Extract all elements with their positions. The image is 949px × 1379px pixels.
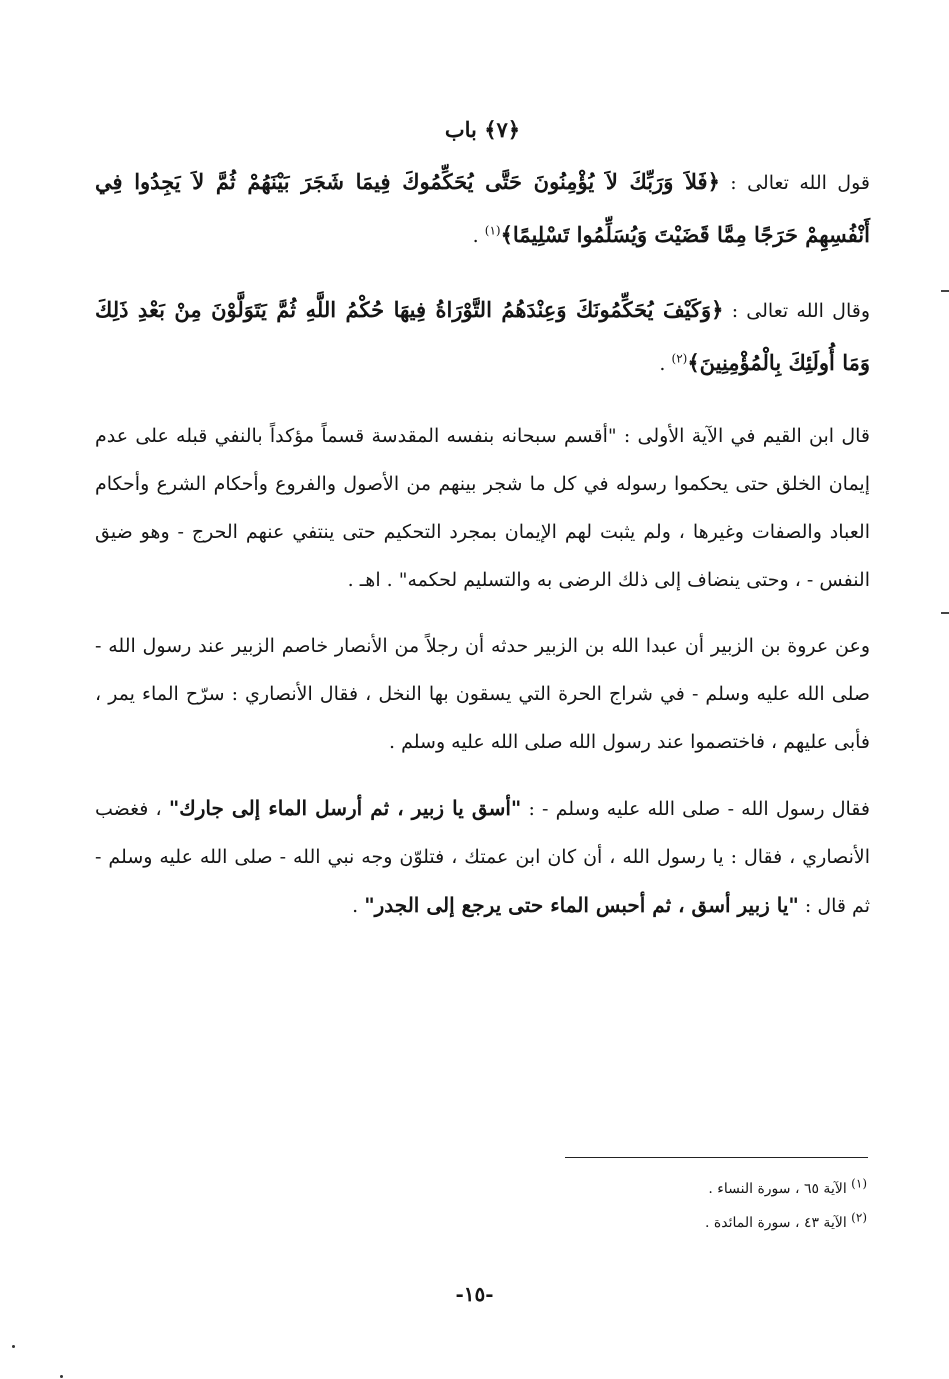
verse-intro: قول الله تعالى : [719,172,870,194]
scan-speck [60,1375,63,1378]
verse-paragraph-2 [95,284,870,390]
footnotes [267,1172,867,1240]
verse-paragraph-1 [95,156,870,262]
ibn-qayyim-paragraph: قال ابن القيم في الآية الأولى : "أقسم سبحانه بنفسه المقدسة قسماً مؤكداً بالنفي قبله على عدم إيمان الخلق حتى يحكموا رسوله في كل ما شجر بينهم من الأصول والفروع وأحكام الشرع وأحكام العباد والصفات وغيرها ، ولم يثبت لهم الإيمان بمجرد التحكيم حتى ينتفي عنهم الحرج - وهو ضيق النفس - ، وحتى ينضاف إلى ذلك الرضى به والتسليم لحكمه" . اهـ . [95,425,870,591]
quran-verse: ﴿وَكَيْفَ يُحَكِّمُونَكَ وَعِنْدَهُمُ التَّوْرَاةُ فِيهَا حُكْمُ اللَّهِ ثُمَّ يَتَوَلَّوْنَ مِنْ بَعْدِ ذَلِكَ وَمَا أُولَئِكَ بِالْمُؤْمِنِينَ﴾ [95,297,870,375]
chapter-title: ﴿٧﴾ باب [444,117,521,142]
footnote-text: الآية ٤٣ ، سورة المائدة . [705,1215,852,1231]
footnote-ref: (٢) [671,351,688,366]
footnote-number: (٢) [851,1210,867,1225]
hadith-quote: "يا زبير أسق ، ثم أحبس الماء حتى يرجع إلى الجدر" [364,893,799,917]
page-body [95,110,870,934]
footnote-text: الآية ٦٥ ، سورة النساء . [708,1181,852,1197]
scan-speck [12,1345,15,1348]
quran-verse: ﴿فَلاَ وَرَبِّكَ لاَ يُؤْمِنُونَ حَتَّى يُحَكِّمُوكَ فِيمَا شَجَرَ بَيْنَهُمْ ثُمَّ لاَ يَجِدُوا فِي أَنْفُسِهِمْ حَرَجًا مِمَّا قَضَيْتَ وَيُسَلِّمُوا تَسْلِيمًا﴾ [95,169,870,247]
narration-text: . [352,895,365,917]
page-number: -١٥- [455,1282,494,1306]
scan-edge-mark [941,290,949,292]
hadith-quote: "أسق يا زبير ، ثم أرسل الماء إلى جارك" [168,796,522,820]
footnote-divider [565,1157,868,1158]
footnote-number: (١) [851,1176,867,1191]
urwa-narration-paragraph: وعن عروة بن الزبير أن عبدا الله بن الزبير حدثه أن رجلاً من الأنصار خاصم الزبير عند رسول الله - صلى الله عليه وسلم - في شراج الحرة التي يسقون بها النخل ، فقال الأنصاري : سرّح الماء يمر ، فأبى عليهم ، فاختصموا عند رسول الله صلى الله عليه وسلم . [95,635,870,753]
prophet-judgement-paragraph [95,784,870,930]
footnote-2 [267,1206,867,1240]
verse-intro: وقال الله تعالى : [723,300,870,322]
footnote-ref: (١) [484,223,501,238]
verse-end: . [659,353,672,375]
narration-text: فقال رسول الله - صلى الله عليه وسلم - : [521,798,871,820]
narration-text: ، فغضب الأنصاري ، فقال : يا رسول الله ، أن كان ابن عمتك ، فتلوّن وجه نبي الله - صلى الله عليه وسلم - ثم قال : [95,798,870,917]
scan-edge-mark [941,612,949,614]
footnote-1 [267,1172,867,1206]
verse-end: . [472,225,485,247]
